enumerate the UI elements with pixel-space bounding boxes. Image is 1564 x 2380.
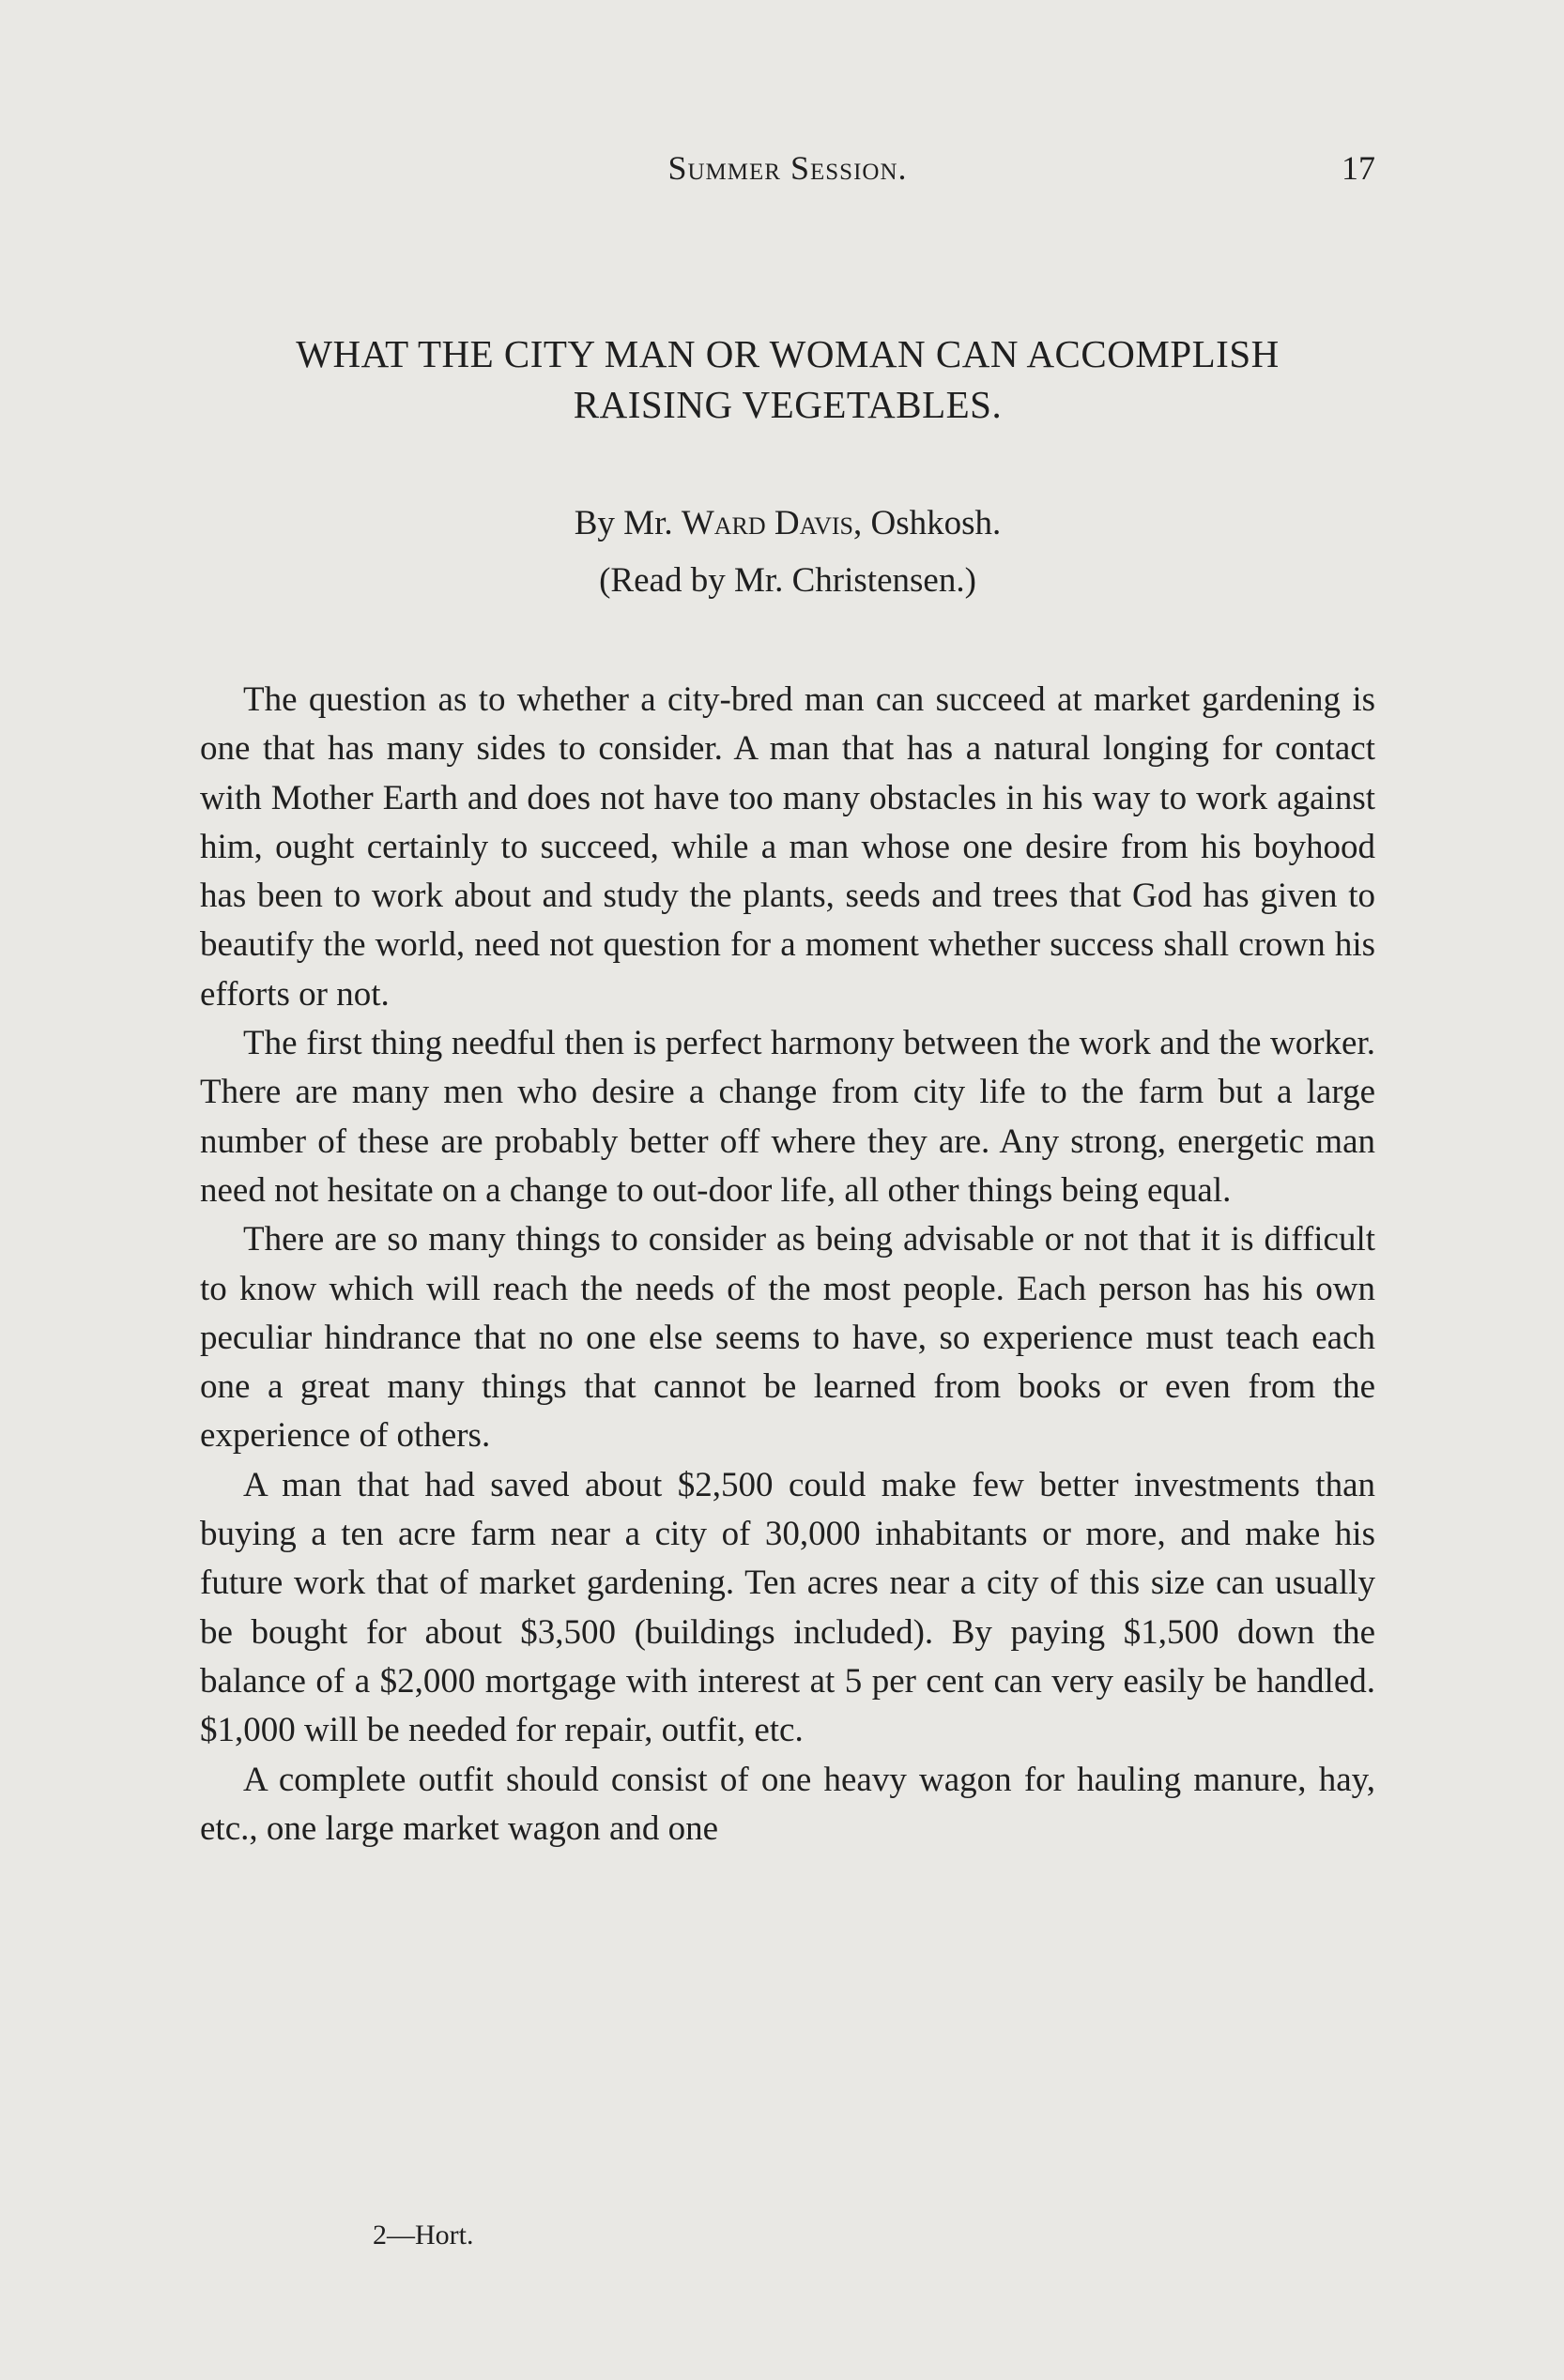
byline-prefix: By Mr. (574, 504, 673, 542)
paragraph-3: There are so many things to consider as being advisable or not that it is difficult to know which will reach the needs of the most people. Each person has his own peculiar hindrance that no one else seems to have, so experience must teach each one a great many things that cannot be learned from books or even from the experience of others. (200, 1220, 1375, 1456)
running-title: Summer Session. (667, 149, 908, 187)
document-page (200, 0, 1375, 2380)
running-head (200, 148, 1375, 195)
byline (200, 500, 1375, 547)
paragraph-1: The question as to whether a city-bred man can succeed at market gardening is one that has many sides to consider. A man that has a natural longing for contact with Mother Earth and does not have too many obstacles in his way to work against him, ought certainly to succeed, while a man whose one desire from his boyhood has been to work about and study the plants, seeds and trees that God has given to beautify the world, need not question for a moment whether success shall crown his efforts or not. (200, 680, 1375, 1014)
article-body (200, 676, 1375, 1854)
page-number: 17 (1342, 149, 1375, 187)
article-title-line-1: WHAT THE CITY MAN OR WOMAN CAN ACCOMPLISH (296, 332, 1280, 375)
paragraph-5: A complete outfit should consist of one heavy wagon for hauling manure, hay, etc., one large market wagon and one (200, 1760, 1375, 1848)
signature-mark: 2—Hort. (373, 2220, 474, 2250)
read-by-note: (Read by Mr. Christensen.) (599, 561, 976, 600)
paragraph-4: A man that had saved about $2,500 could make few better investments than buying a ten acre farm near a city of 30,000 inhabitants or more, and make his future work that of market gardening. Ten acres near a city of this size can usually be bought for about $3,500 (buildings included). By paying $1,500 down the balance of a $2,000 mortgage with interest at 5 per cent can very easily be handled. $1,000 will be needed for repair, outfit, etc. (200, 1465, 1375, 1750)
byline-author: Ward Davis (681, 504, 853, 542)
paragraph-2: The first thing needful then is perfect harmony between the work and the worker. There are many men who desire a change from city life to the farm but a large number of these are probably better off where they are. Any strong, energetic man need not hesitate on a change to out-door life, all other things being equal. (200, 1024, 1375, 1210)
article-title (200, 328, 1375, 430)
article-title-line-2: RAISING VEGETABLES. (573, 383, 1003, 426)
byline-suffix: , Oshkosh. (852, 504, 1002, 542)
